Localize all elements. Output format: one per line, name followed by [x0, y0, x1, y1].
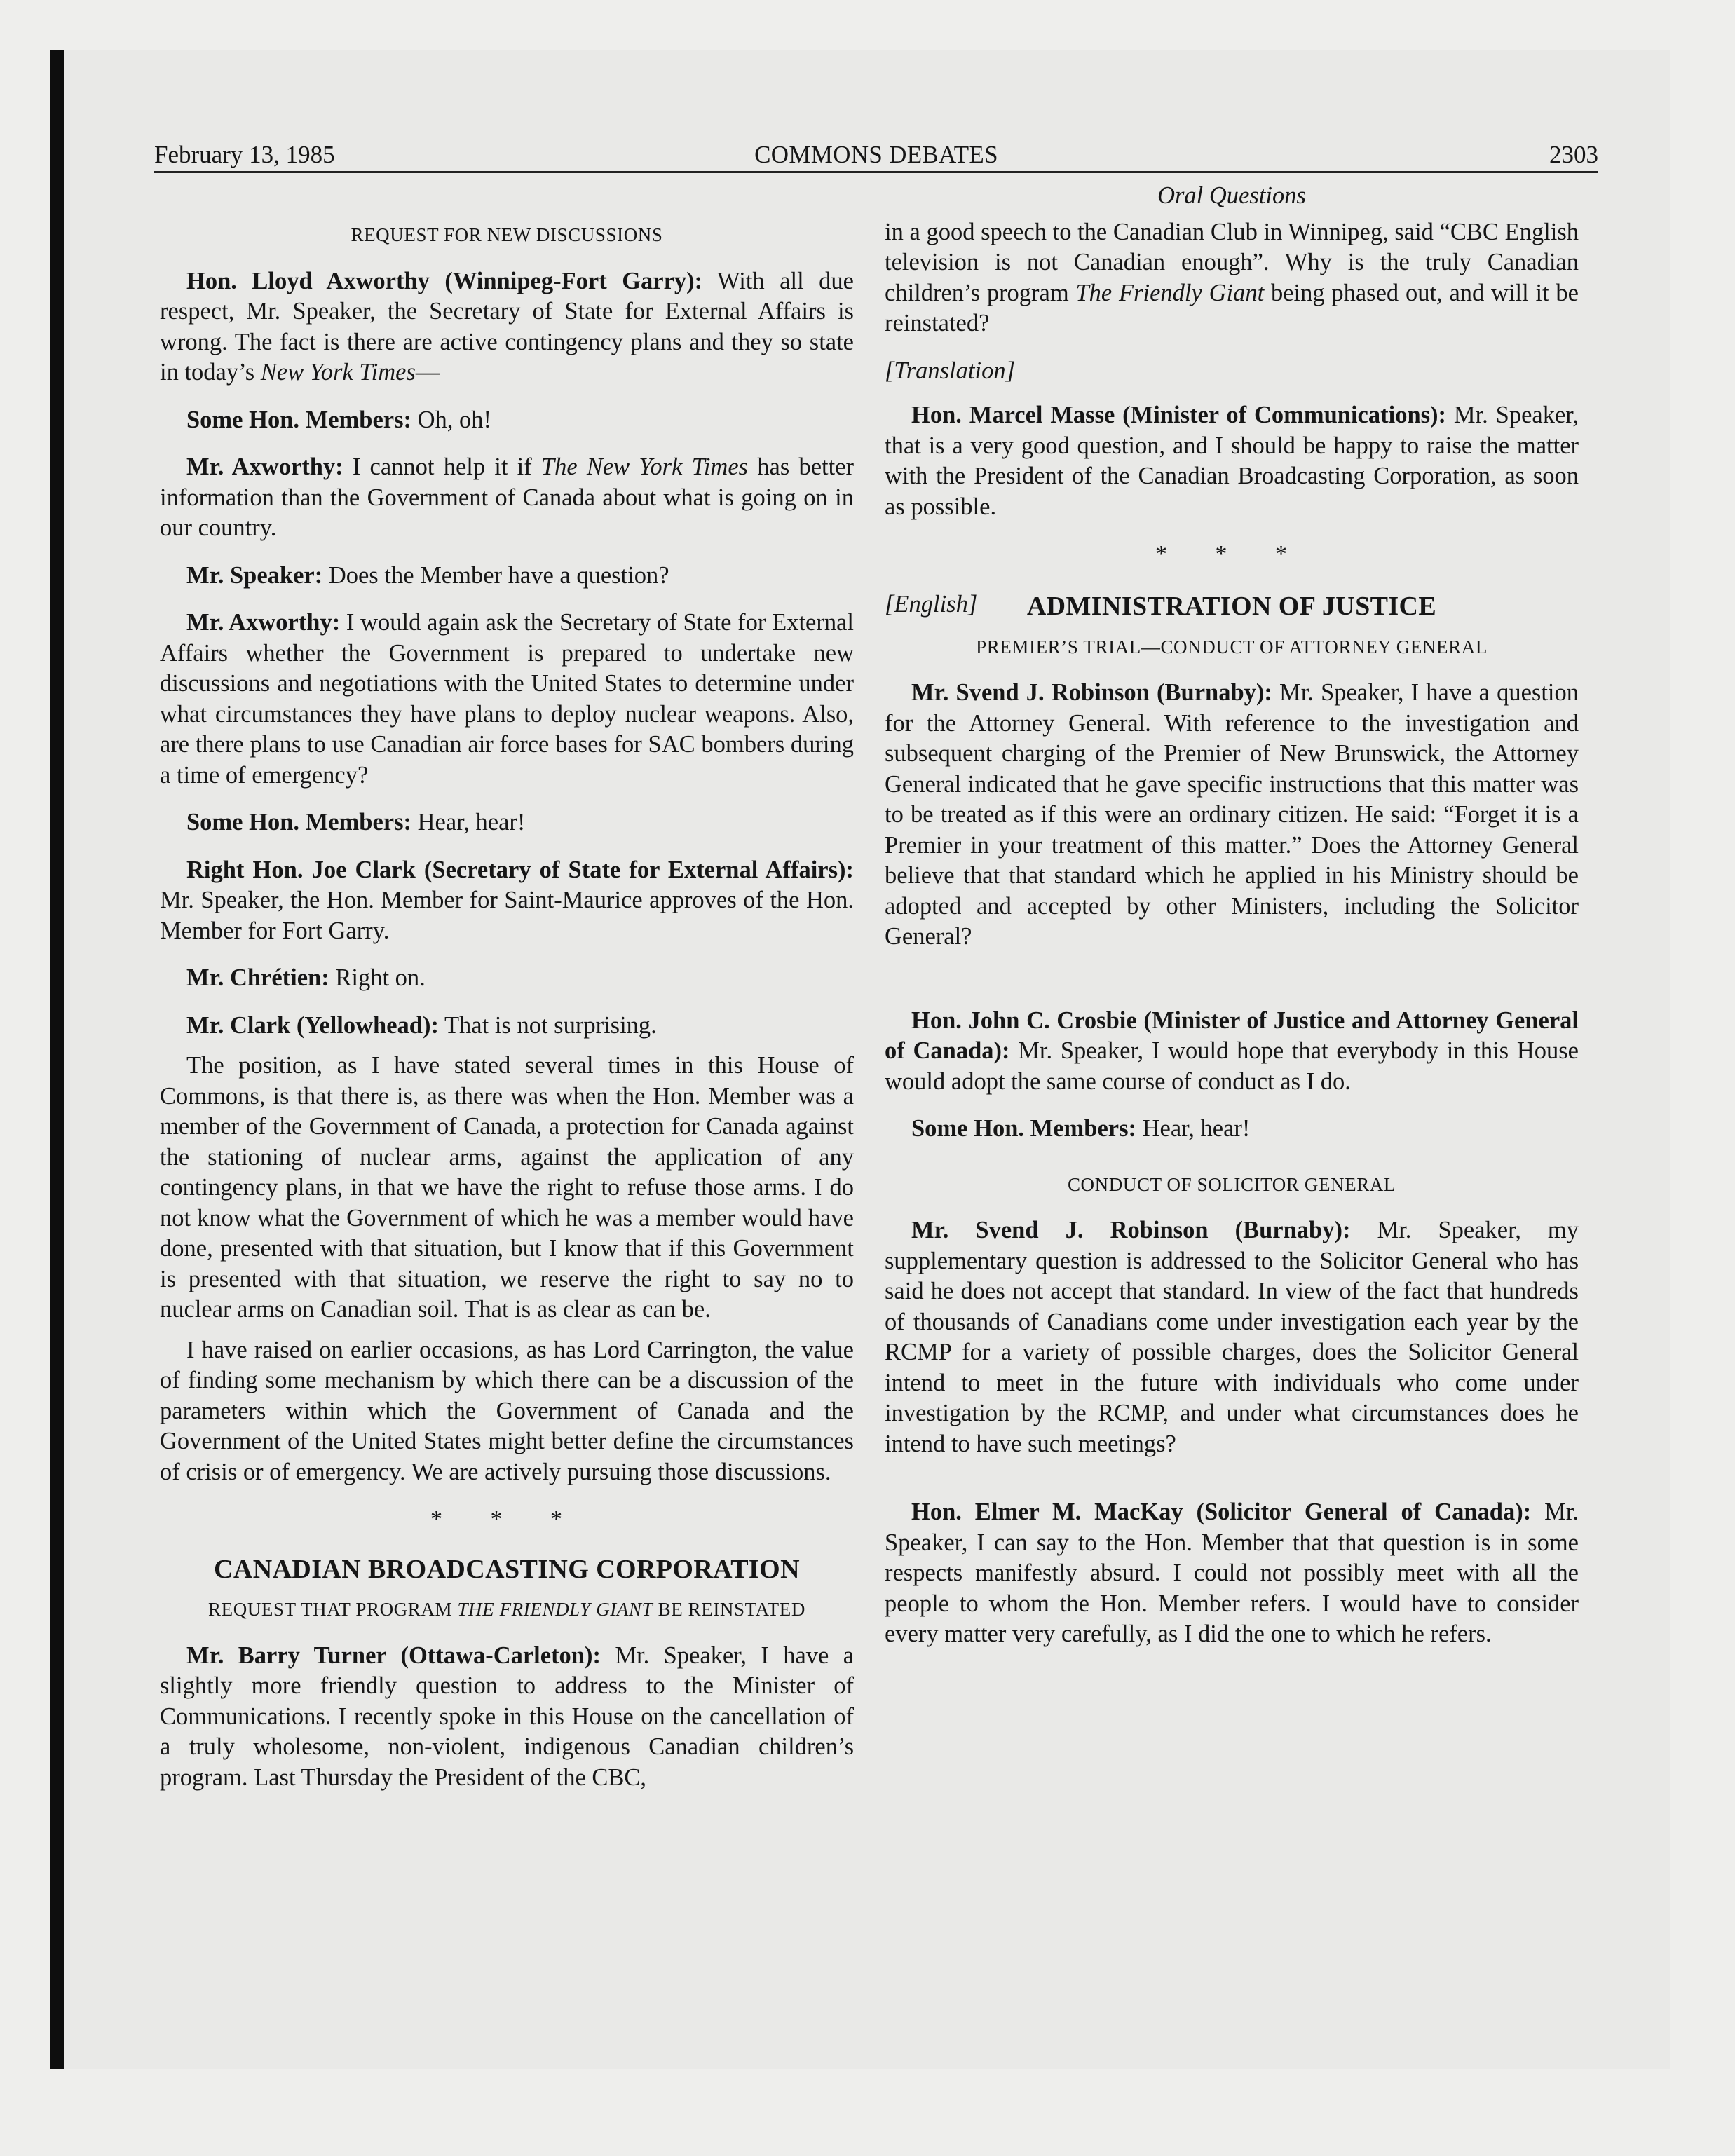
right-column: [885, 181, 1579, 1667]
heading-administration-of-justice: ADMINISTRATION OF JUSTICE: [1026, 592, 1437, 621]
speaker-name: Hon. Elmer M. MacKay (Solicitor General of Canada):: [911, 1499, 1532, 1525]
paragraph-speaker: Mr. Speaker: Does the Member have a question?: [186, 561, 669, 589]
paragraph-members-hear-2: Some Hon. Members: Hear, hear!: [911, 1115, 1251, 1142]
paragraph-turner-continued: in a good speech to the Canadian Club in Winnipeg, said “CBC English television is not Canadian enough”. Why is the truly Canadian children’s program The Friendly Giant being phased out, and will it be reinstated?: [885, 218, 1579, 336]
language-tag-translation: [Translation]: [885, 357, 1015, 384]
header-date: February 13, 1985: [154, 141, 335, 168]
speaker-name: Right Hon. Joe Clark (Secretary of State for External Affairs):: [186, 856, 854, 883]
section-separator-stars: * * *: [1155, 541, 1308, 567]
speaker-name: Some Hon. Members:: [911, 1115, 1136, 1142]
subheading-request-new-discussions: REQUEST FOR NEW DISCUSSIONS: [351, 224, 663, 245]
header-rule: [154, 171, 1598, 173]
paragraph-clark-position: The position, as I have stated several times in this House of Commons, is that there is, as there was when the Hon. Member was a member of the Government of Canada, a protection for Canada against the stationing of nuclear arms, against the application of any contingency plans, in that we have the right to refuse those arms. I do not know what the Government of which he was a member would have done, presented with that situation, but I know that if this Government is presented with that situation, we reserve the right to say no to nuclear arms on Canadian soil. That is as clear as can be.: [160, 1052, 854, 1323]
paragraph-clark-2: Mr. Clark (Yellowhead): That is not surprising.: [186, 1011, 657, 1039]
subheading-premiers-trial: PREMIER’S TRIAL—CONDUCT OF ATTORNEY GENERAL: [976, 636, 1488, 657]
speaker-name: Some Hon. Members:: [186, 809, 411, 835]
speaker-name: Mr. Axworthy:: [186, 453, 343, 480]
header-title: COMMONS DEBATES: [754, 141, 998, 168]
speaker-name: Hon. Lloyd Axworthy (Winnipeg-Fort Garry):: [186, 267, 703, 294]
paragraph-turner: Mr. Barry Turner (Ottawa-Carleton): Mr. Speaker, I have a slightly more friendly question to address to the Minister of Communications. I recently spoke in this House on the cancellation of a truly wholesome, non-violent, indigenous Canadian children’s program. Last Thursday the President of the CBC,: [160, 1642, 855, 1791]
paragraph-axworthy-2: Mr. Axworthy: I cannot help it if The New York Times has better information than the Government of Canada about what is going on in our country.: [160, 453, 854, 541]
speaker-name: Hon. Marcel Masse (Minister of Communications):: [911, 402, 1447, 428]
page-header: [154, 137, 1598, 172]
running-head-oral-questions: Oral Questions: [1157, 182, 1306, 209]
subheading-conduct-solicitor-general: CONDUCT OF SOLICITOR GENERAL: [1067, 1173, 1396, 1195]
paragraph-masse: Hon. Marcel Masse (Minister of Communications): Mr. Speaker, that is a very good question, and I should be happy to raise the matter with the President of the Canadian Broadcasting Corporation, as soon as possible.: [885, 402, 1579, 520]
spacer: [885, 969, 1579, 1006]
speaker-name: Mr. Chrétien:: [186, 964, 329, 991]
paragraph-crosbie: Hon. John C. Crosbie (Minister of Justice and Attorney General of Canada): Mr. Speaker, I would hope that everybody in this House would adopt the same course of conduct as I do.: [885, 1007, 1579, 1095]
speaker-name: Mr. Barry Turner (Ottawa-Carleton):: [186, 1642, 601, 1669]
paragraph-clark-1: Right Hon. Joe Clark (Secretary of State for External Affairs): Mr. Speaker, the Hon. Member for Saint-Maurice approves of the Hon. Member for Fort Garry.: [160, 856, 854, 944]
spacer: [885, 1476, 1579, 1497]
left-column: [160, 181, 854, 1810]
paragraph-axworthy-1: Hon. Lloyd Axworthy (Winnipeg-Fort Garry): With all due respect, Mr. Speaker, the Secretary of State for External Affairs is wrong. The fact is there are active contingency plans and they so state in today’s New York Times—: [160, 267, 854, 386]
paragraph-members-oh: Some Hon. Members: Oh, oh!: [186, 406, 492, 433]
paragraph-chretien: Mr. Chrétien: Right on.: [186, 964, 426, 991]
speaker-name: Some Hon. Members:: [186, 406, 411, 433]
section-separator-stars: * * *: [430, 1506, 583, 1532]
heading-cbc: CANADIAN BROADCASTING CORPORATION: [214, 1554, 800, 1584]
paragraph-clark-carrington: I have raised on earlier occasions, as has Lord Carrington, the value of finding some mechanism by which there can be a discussion of the parameters within which the Government of Canada and the Government of the United States might better define the circumstances of crisis or of emergency. We are actively pursuing those discussions.: [160, 1336, 854, 1485]
paragraph-axworthy-3: Mr. Axworthy: I would again ask the Secretary of State for External Affairs whether the Government is prepared to undertake new discussions and negotiations with the United States to determine under what circumstances they have plans to deploy nuclear weapons. Also, are there plans to use Canadian air force bases for SAC bombers during a time of emergency?: [160, 609, 854, 789]
speaker-name: Mr. Clark (Yellowhead):: [186, 1011, 439, 1039]
speaker-name: Hon. John C. Crosbie (Minister of Justice and Attorney General of Canada):: [885, 1007, 1579, 1064]
speaker-name: Mr. Svend J. Robinson (Burnaby):: [911, 1217, 1351, 1243]
subheading-friendly-giant: REQUEST THAT PROGRAM THE FRIENDLY GIANT BE REINSTATED: [208, 1599, 805, 1620]
binding-edge-shadow: [50, 50, 64, 2069]
paragraph-robinson-2: Mr. Svend J. Robinson (Burnaby): Mr. Speaker, my supplementary question is addressed to the Solicitor General who has said he does not accept that standard. In view of the fact that hundreds of thousands of Canadians come under investigation each year by the RCMP for a variety of possible charges, does the Solicitor General intend to meet in the future with individuals who come under investigation by the RCMP, and under what circumstances does he intend to have such meetings?: [885, 1217, 1579, 1457]
paragraph-members-hear: Some Hon. Members: Hear, hear!: [186, 809, 526, 835]
speaker-name: Mr. Axworthy:: [186, 609, 341, 636]
paragraph-robinson-1: Mr. Svend J. Robinson (Burnaby): Mr. Speaker, I have a question for the Attorney General. With reference to the investigation and subsequent charging of the Premier of New Brunswick, the Attorney General indicated that he gave specific instructions that this matter was to be treated as if this were an ordinary citizen. He said: “Forget it is a Premier in your treatment of this matter.” Does the Attorney General believe that that standard which he applied in his Ministry should be adopted and accepted by other Ministers, including the Solicitor General?: [885, 679, 1579, 950]
paragraph-mackay: Hon. Elmer M. MacKay (Solicitor General of Canada): Mr. Speaker, I can say to the Hon. Member that that question is in some respects manifestly absurd. I could not possibly meet with all the people to whom the Hon. Member refers. I would have to consider every matter very carefully, as I did the one to which he refers.: [885, 1499, 1579, 1647]
speaker-name: Mr. Svend J. Robinson (Burnaby):: [911, 679, 1272, 706]
speaker-name: Mr. Speaker:: [186, 561, 323, 589]
language-tag-english: [English]: [885, 590, 978, 618]
header-page-number: 2303: [1549, 141, 1598, 168]
